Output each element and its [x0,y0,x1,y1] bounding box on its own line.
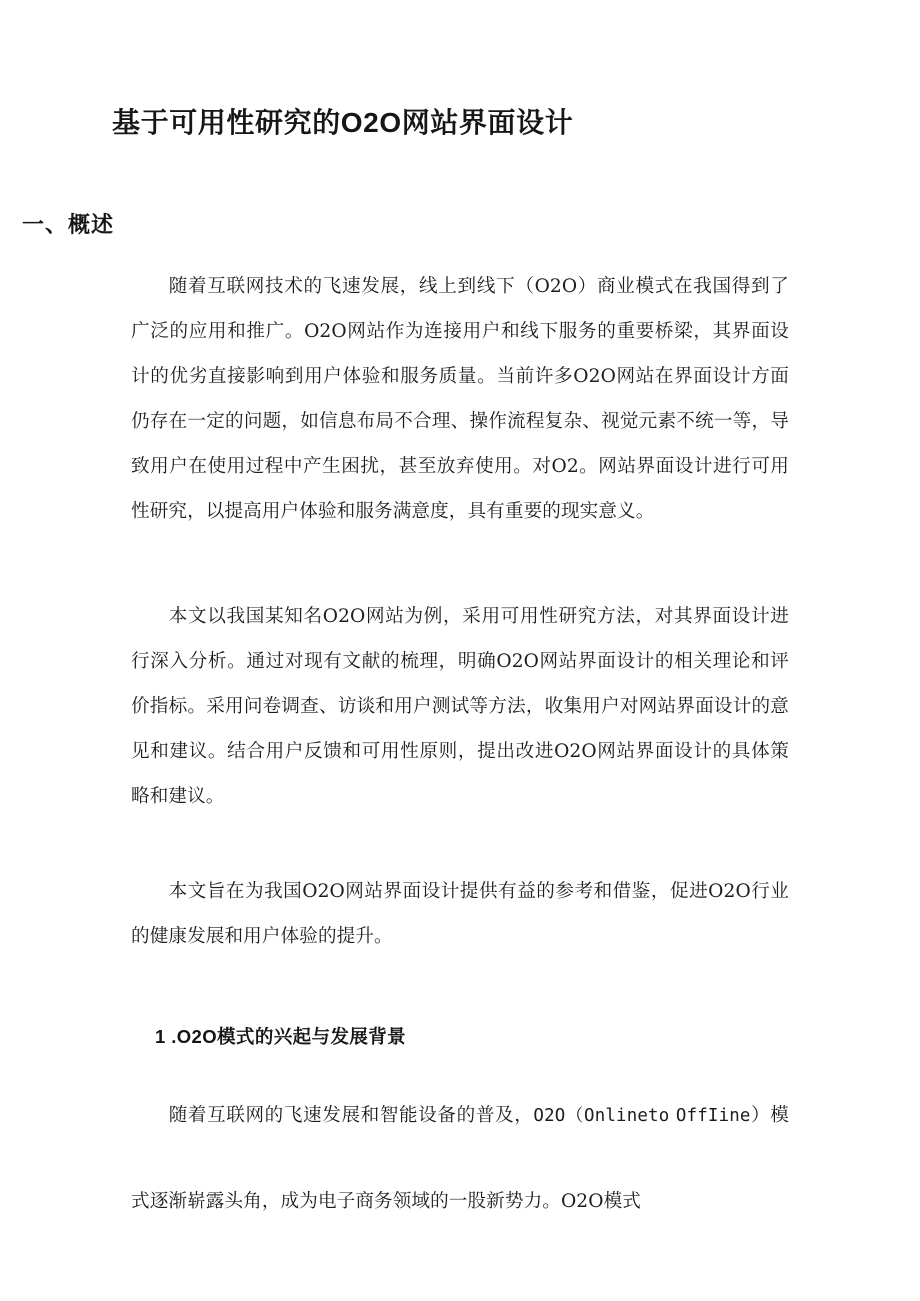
page-title: 基于可用性研究的O2O网站界面设计 [112,107,574,138]
sub-heading-o2o-background: 1 .O2O模式的兴起与发展背景 [155,1026,407,1047]
paragraph-4-mono-term-2: OffIine [675,1106,751,1126]
paragraph-2 [131,594,789,819]
paragraph-4-text-part-1: 随着互联网的飞速发展和智能设备的普及， [168,1105,534,1126]
paragraph-1 [131,264,789,534]
paragraph-4-text-part-2: ）模式逐渐崭露头角，成为电子商务领域的一股新势力。O2O模式 [131,1105,790,1212]
paragraph-1-text: 随着互联网技术的飞速发展，线上到线下（O2O）商业模式在我国得到了广泛的应用和推广。O2O网站作为连接用户和线下服务的重要桥梁，其界面设计的优劣直接影响到用户体验和服务质量。当前许多O2O网站在界面设计方面仍存在一定的问题，如信息布局不合理、操作流程复杂、视觉元素不统一等，导致用户在使用过程中产生困扰，甚至放弃使用。对O2。网站界面设计进行可用性研究，以提高用户体验和服务满意度，具有重要的现实意义。 [131,276,789,522]
paragraph-4 [131,1073,789,1245]
paragraph-3-text: 本文旨在为我国O2O网站界面设计提供有益的参考和借鉴，促进O2O行业的健康发展和用户体验的提升。 [131,881,789,947]
section-heading-overview: 一、概述 [22,212,115,237]
paragraph-4-mono-term-1: O2O（Onlineto [533,1106,670,1126]
paragraph-2-text: 本文以我国某知名O2O网站为例，采用可用性研究方法，对其界面设计进行深入分析。通过对现有文献的梳理，明确O2O网站界面设计的相关理论和评价指标。采用问卷调查、访谈和用户测试等方法，收集用户对网站界面设计的意见和建议。结合用户反馈和可用性原则，提出改进O2O网站界面设计的具体策略和建议。 [131,606,789,807]
paragraph-3 [131,869,789,959]
